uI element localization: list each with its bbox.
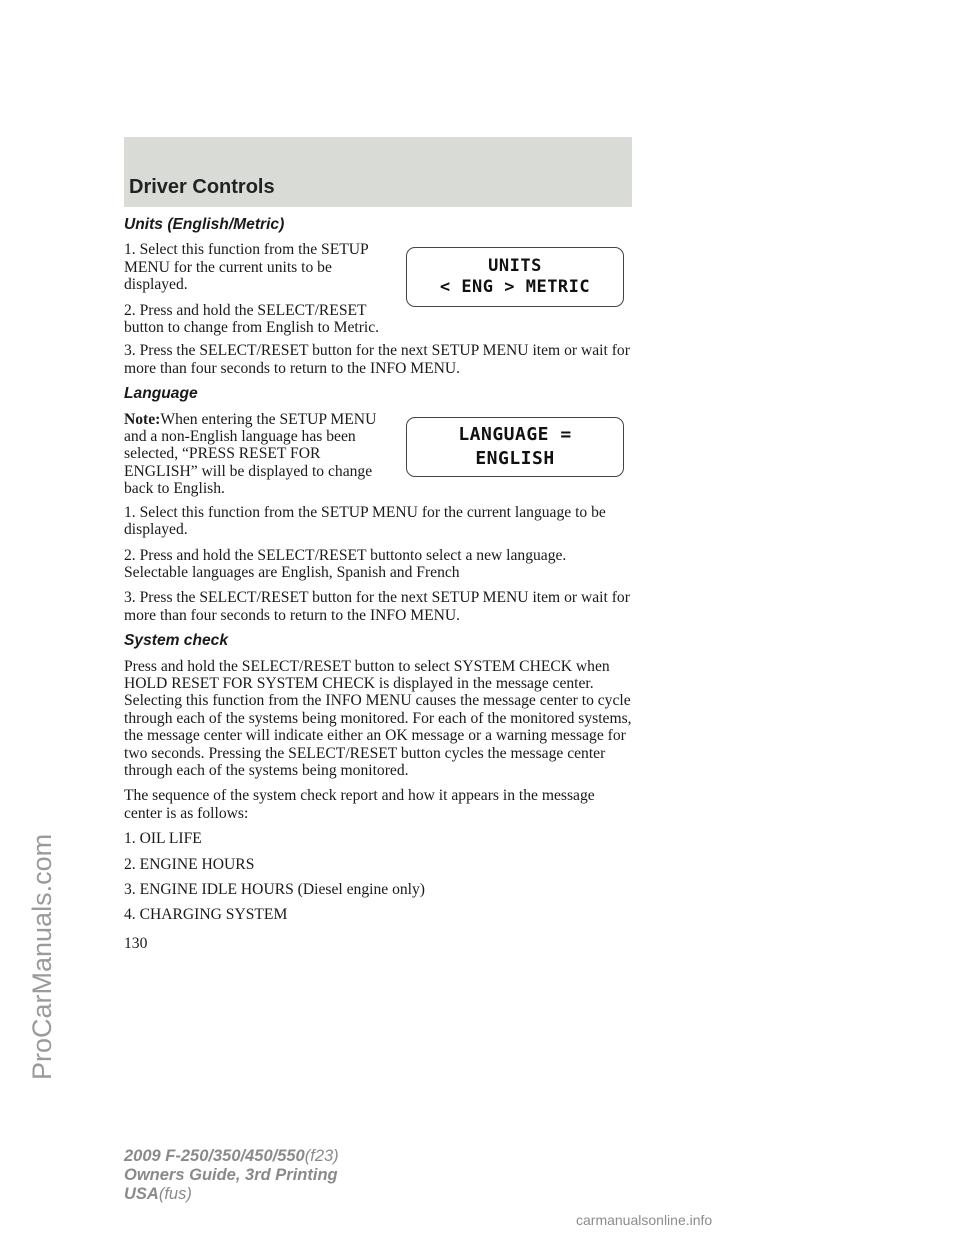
footer-line-1 [124, 1147, 339, 1166]
units-step-1: 1. Select this function from the SETUP MENU for the current units to be displayed. [124, 241, 369, 294]
language-message-center-display [406, 417, 624, 477]
units-heading: Units (English/Metric) [124, 216, 285, 233]
footer-edition-info [124, 1147, 339, 1204]
language-row [124, 411, 634, 504]
system-check-paragraph-1: Press and hold the SELECT/RESET button to select SYSTEM CHECK when HOLD RESET FOR SYSTEM CHECK is displayed in the message center. Selecting this function from the INFO MENU causes the message center to cycle through each of the systems being monitored. For each of the monitored systems, the message center will indicate either an OK message or a warning message for two seconds. Pressing the SELECT/RESET button cycles the message center through each of the systems being monitored. [124, 657, 632, 779]
watermark-text: ProCarManuals.com [27, 833, 57, 1080]
footer-region-code: (fus) [158, 1185, 192, 1203]
language-note-label: Note: [124, 410, 161, 428]
site-watermark: carmanualsonline.info [576, 1212, 713, 1228]
footer-model: 2009 F-250/350/450/550 [124, 1147, 305, 1165]
language-heading: Language [124, 385, 198, 403]
units-message-center-display [406, 247, 624, 307]
language-note-column [124, 411, 386, 504]
units-step-2: 2. Press and hold the SELECT/RESET button to change from English to Metric. [124, 301, 380, 337]
units-row [124, 241, 634, 342]
language-display-line-1: LANGUAGE = [458, 423, 572, 445]
page-number: 130 [124, 935, 148, 952]
language-step-3: 3. Press the SELECT/RESET button for the next SETUP MENU item or wait for more than four seconds to return to the INFO MENU. [124, 589, 630, 624]
units-display-line-2: < ENG > METRIC [439, 277, 591, 298]
units-step-3: 3. Press the SELECT/RESET button for the next SETUP MENU item or wait for more than four seconds to return to the INFO MENU. [124, 342, 630, 377]
units-display-line-1: UNITS [488, 256, 542, 277]
language-note [124, 411, 386, 498]
system-check-item: 3. ENGINE IDLE HOURS (Diesel engine only) [124, 881, 425, 898]
system-check-heading: System check [124, 632, 229, 650]
footer-region: USA [124, 1185, 159, 1203]
system-check-paragraph-2: The sequence of the system check report and how it appears in the message center is as follows: [124, 787, 595, 822]
page-content [124, 214, 634, 932]
language-display-line-2: ENGLISH [475, 447, 555, 469]
system-check-item: 1. OIL LIFE [124, 830, 202, 848]
footer-line-2: Owners Guide, 3rd Printing [124, 1166, 338, 1184]
footer-model-code: (f23) [304, 1147, 339, 1165]
system-check-item: 2. ENGINE HOURS [124, 855, 255, 873]
units-steps-column [124, 241, 386, 342]
footer-line-3 [124, 1185, 339, 1204]
section-title: Driver Controls [129, 176, 275, 198]
system-check-item: 4. CHARGING SYSTEM [124, 906, 288, 924]
language-step-1: 1. Select this function from the SETUP MENU for the current language to be displayed. [124, 503, 606, 539]
language-note-text: When entering the SETUP MENU and a non-English language has been selected, “PRESS RESET FOR ENGLISH” will be displayed to change back to English. [124, 410, 377, 498]
language-step-2: 2. Press and hold the SELECT/RESET buttonto select a new language. Selectable languages are English, Spanish and French [124, 546, 567, 581]
